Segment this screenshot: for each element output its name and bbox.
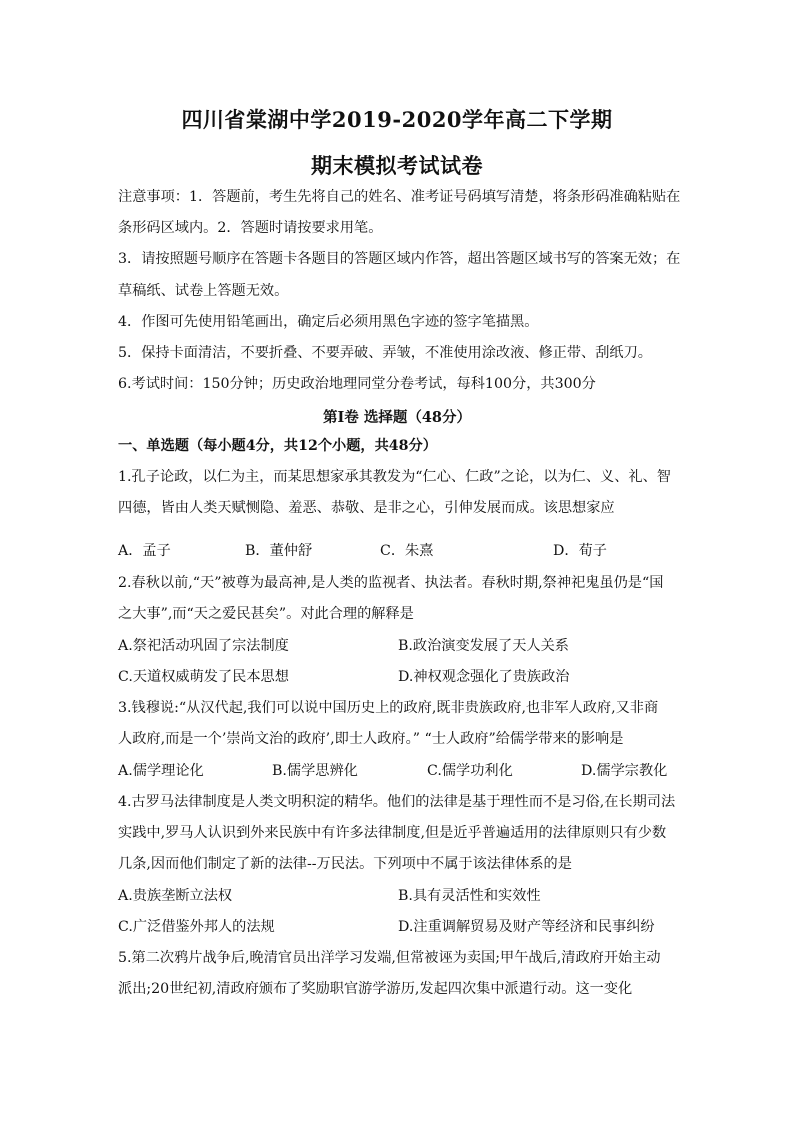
q1-option-a: A．孟子 xyxy=(118,543,171,559)
part-heading: 一、单选题（每小题4分，共12个小题，共48分） xyxy=(118,438,437,454)
q2-option-a: A.祭祀活动巩固了宗法制度 xyxy=(118,638,289,654)
notice-line: 3．请按照题号顺序在答题卡各题目的答题区域内作答，超出答题区域书写的答案无效；在 xyxy=(118,251,681,267)
question-1-text: 四德，皆由人类天赋恻隐、羞恶、恭敬、是非之心，引伸发展而成。该思想家应 xyxy=(118,500,615,516)
q1-option-c: C．朱熹 xyxy=(380,543,434,559)
exam-title: 四川省棠湖中学2019-2020学年高二下学期 xyxy=(181,107,613,132)
q1-option-b: B．董仲舒 xyxy=(245,543,313,559)
q3-option-b: B.儒学思辨化 xyxy=(272,763,358,779)
question-4-text: 4.古罗马法律制度是人类文明积淀的精华。他们的法律是基于理性而不是习俗,在长期司法 xyxy=(118,794,676,810)
question-5-text: 5.第二次鸦片战争后,晚清官员出洋学习发端,但常被诬为卖国;甲午战后,清政府开始主动 xyxy=(118,950,661,966)
q4-option-d: D.注重调解贸易及财产等经济和民事纠纷 xyxy=(398,919,655,935)
q3-option-d: D.儒学宗教化 xyxy=(581,763,668,779)
question-1-text: 1.孔子论政，以仁为主，而某思想家承其教发为“仁心、仁政”之论，以为仁、义、礼、智 xyxy=(118,469,671,485)
notice-line: 条形码区域内。2．答题时请按要求用笔。 xyxy=(118,220,383,236)
question-2-text: 2.春秋以前,“天”被尊为最高神,是人类的监视者、执法者。春秋时期,祭神祀鬼虽仍是“国 xyxy=(118,575,664,591)
notice-line: 注意事项：1．答题前，考生先将自己的姓名、准考证号码填写清楚，将条形码准确粘贴在 xyxy=(118,189,681,205)
question-3-text: 人政府,而是一个’崇尚文治的政府’,即士人政府。” “士人政府”给儒学带来的影响是 xyxy=(118,731,624,747)
q4-option-c: C.广泛借鉴外邦人的法规 xyxy=(118,919,275,935)
section-title: 第I卷 选择题（48分） xyxy=(322,409,471,426)
question-3-text: 3.钱穆说:“从汉代起,我们可以说中国历史上的政府,既非贵族政府,也非军人政府,又非商 xyxy=(118,700,659,716)
notice-line: 草稿纸、试卷上答题无效。 xyxy=(118,283,289,299)
question-5-text: 派出;20世纪初,清政府颁布了奖励职官游学游历,发起四次集中派遣行动。这一变化 xyxy=(118,981,633,997)
q4-option-a: A.贵族垄断立法权 xyxy=(118,888,233,904)
q2-option-c: C.天道权威萌发了民本思想 xyxy=(118,669,289,685)
q2-option-b: B.政治演变发展了天人关系 xyxy=(398,638,569,654)
notice-line: 5．保持卡面清洁，不要折叠、不要弄破、弄皱，不准使用涂改液、修正带、刮纸刀。 xyxy=(118,345,652,361)
question-2-text: 之大事”,而“天之爱民甚矣”。对此合理的解释是 xyxy=(118,606,414,622)
question-4-text: 几条,因而他们制定了新的法律--万民法。下列项中不属于该法律体系的是 xyxy=(118,856,572,872)
q3-option-a: A.儒学理论化 xyxy=(118,763,204,779)
q3-option-c: C.儒学功利化 xyxy=(427,763,513,779)
notice-line: 4．作图可先使用铅笔画出，确定后必须用黑色字迹的签字笔描黑。 xyxy=(118,314,539,330)
notice-line: 6.考试时间：150分钟；历史政治地理同堂分卷考试，每科100分，共300分 xyxy=(118,376,596,392)
exam-subtitle: 期末模拟考试试卷 xyxy=(311,153,483,178)
question-4-text: 实践中,罗马人认识到外来民族中有许多法律制度,但是近乎普遍适用的法律原则只有少数 xyxy=(118,825,667,841)
q2-option-d: D.神权观念强化了贵族政治 xyxy=(398,669,570,685)
q4-option-b: B.具有灵活性和实效性 xyxy=(398,888,541,904)
q1-option-d: D．荀子 xyxy=(553,543,607,559)
